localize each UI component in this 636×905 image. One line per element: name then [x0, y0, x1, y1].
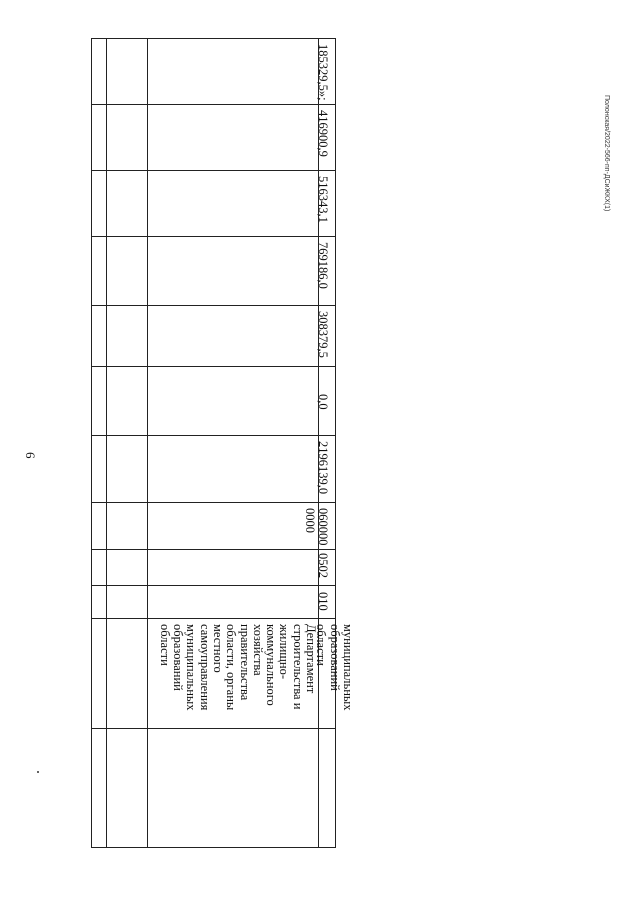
cell-value-1: 2196139,0	[316, 441, 330, 495]
table-line	[91, 170, 336, 171]
cell-description-header	[314, 624, 355, 724]
table-line	[91, 618, 336, 619]
cell-value-7: 185329,5»;	[316, 44, 330, 101]
table-line	[91, 366, 336, 367]
table-line	[91, 502, 336, 503]
table-line	[91, 728, 336, 729]
table-frame	[91, 38, 336, 848]
table-line	[91, 236, 336, 237]
cell-value-2: 0,0	[316, 394, 330, 410]
scan-dot	[37, 771, 39, 773]
cell-value-5: 516343,1	[316, 176, 330, 223]
table-line	[91, 585, 336, 586]
cell-value-3: 308379,5	[316, 311, 330, 358]
cell-description: Департамент строительства и жилищно-коммунального хозяйства правительства области, органы местного самоуправления муниципальных образований области	[157, 624, 318, 711]
cell-value-4: 769186,0	[316, 242, 330, 289]
table-line	[147, 38, 148, 848]
budget-table	[91, 38, 355, 848]
table-line	[106, 38, 107, 848]
cell-code-1: 010	[316, 592, 330, 611]
table-line	[91, 305, 336, 306]
table-line	[91, 104, 336, 105]
table-line	[91, 549, 336, 550]
cell-code-2: 0502	[316, 553, 330, 578]
description-header-text: муниципальных образований области	[314, 624, 355, 711]
table-line	[91, 435, 336, 436]
page-number: 6	[23, 452, 38, 459]
cell-code-3: 0600000000	[302, 508, 330, 546]
file-stamp: Полонская/2022-566-пп-ДСиЖКХ(1)	[603, 95, 610, 212]
cell-value-6: 416900,9	[316, 110, 330, 157]
